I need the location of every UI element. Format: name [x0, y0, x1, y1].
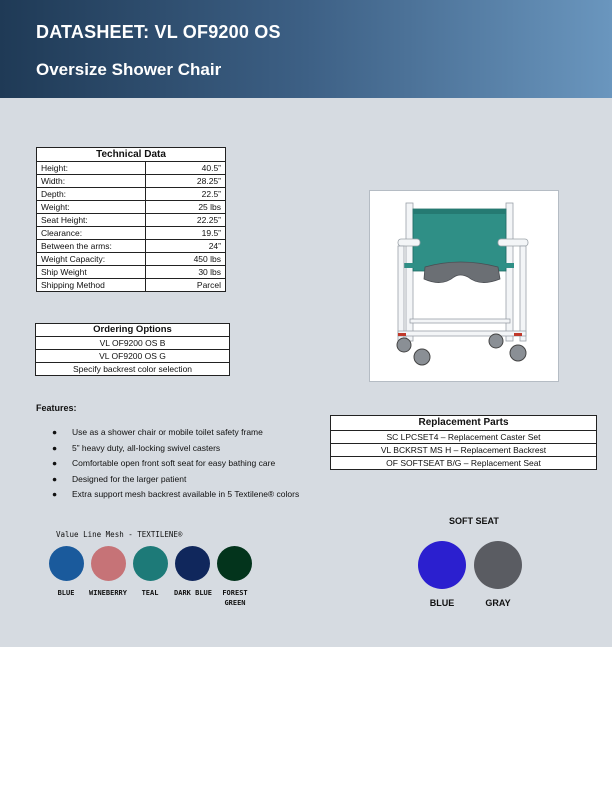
mesh-swatch-label: TEAL: [141, 589, 159, 597]
mesh-swatch-label: DARK BLUE: [174, 589, 212, 597]
features-heading: Features:: [36, 403, 77, 413]
bullet-icon: ●: [52, 458, 58, 469]
soft-seat-swatch-blue: [418, 541, 466, 589]
replacement-parts-heading: Replacement Parts: [331, 416, 597, 431]
list-item: ● Use as a shower chair or mobile toilet safety frame: [52, 425, 299, 441]
mesh-swatch-blue: [49, 546, 84, 581]
soft-seat-title: SOFT SEAT: [449, 516, 499, 526]
technical-data-table: [36, 147, 226, 292]
list-item: ● Extra support mesh backrest available in 5 Textilene® colors: [52, 487, 299, 503]
mesh-swatch-label: BLUE: [57, 589, 75, 597]
mesh-swatch-wineberry: [91, 546, 126, 581]
table-row: VL BCKRST MS H – Replacement Backrest: [331, 444, 597, 457]
mesh-swatch-label: FOREST GREEN: [222, 589, 248, 607]
table-row: Shipping Method Parcel: [37, 279, 226, 292]
table-row: Clearance: 19.5”: [37, 227, 226, 240]
bullet-icon: ●: [52, 442, 58, 453]
shower-chair-illustration: [370, 191, 558, 381]
datasheet-title: DATASHEET: VL OF9200 OS: [36, 22, 281, 42]
table-row: Seat Height: 22.25”: [37, 214, 226, 227]
mesh-swatch-teal: [133, 546, 168, 581]
bullet-icon: ●: [52, 473, 58, 484]
mesh-swatch-forest-green: [217, 546, 252, 581]
soft-seat-swatch-gray: [474, 541, 522, 589]
table-row: Specify backrest color selection: [36, 363, 230, 376]
list-item: ● Designed for the larger patient: [52, 472, 299, 488]
product-subtitle: Oversize Shower Chair: [36, 60, 222, 79]
bullet-icon: ●: [52, 427, 58, 437]
bullet-icon: ●: [52, 489, 58, 500]
table-row: Height: 40.5”: [37, 162, 226, 175]
product-photo: [369, 190, 559, 382]
table-row: VL OF9200 OS G: [36, 350, 230, 363]
ordering-options-heading: Ordering Options: [36, 324, 230, 337]
table-row: Width: 28.25”: [37, 175, 226, 188]
table-row: Weight Capacity: 450 lbs: [37, 253, 226, 266]
soft-seat-label: GRAY: [485, 598, 511, 608]
mesh-swatch-dark-blue: [175, 546, 210, 581]
replacement-parts-table: [330, 415, 597, 470]
mesh-colors-title: Value Line Mesh - TEXTILENE®: [56, 530, 183, 539]
ordering-options-table: [35, 323, 230, 376]
table-row: SC LPCSET4 – Replacement Caster Set: [331, 431, 597, 444]
table-row: Ship Weight 30 lbs: [37, 266, 226, 279]
list-item: ● 5” heavy duty, all-locking swivel casters: [52, 441, 299, 457]
technical-data-heading: Technical Data: [37, 148, 226, 162]
table-row: Weight: 25 lbs: [37, 201, 226, 214]
mesh-swatch-label: WINEBERRY: [89, 589, 127, 597]
table-row: Between the arms: 24”: [37, 240, 226, 253]
header-banner: [0, 0, 612, 98]
soft-seat-label: BLUE: [429, 598, 455, 608]
table-row: VL OF9200 OS B: [36, 337, 230, 350]
list-item: ● Comfortable open front soft seat for easy bathing care: [52, 456, 299, 472]
table-row: OF SOFTSEAT B/G – Replacement Seat: [331, 457, 597, 470]
table-row: Depth: 22.5”: [37, 188, 226, 201]
features-list: [52, 425, 299, 503]
